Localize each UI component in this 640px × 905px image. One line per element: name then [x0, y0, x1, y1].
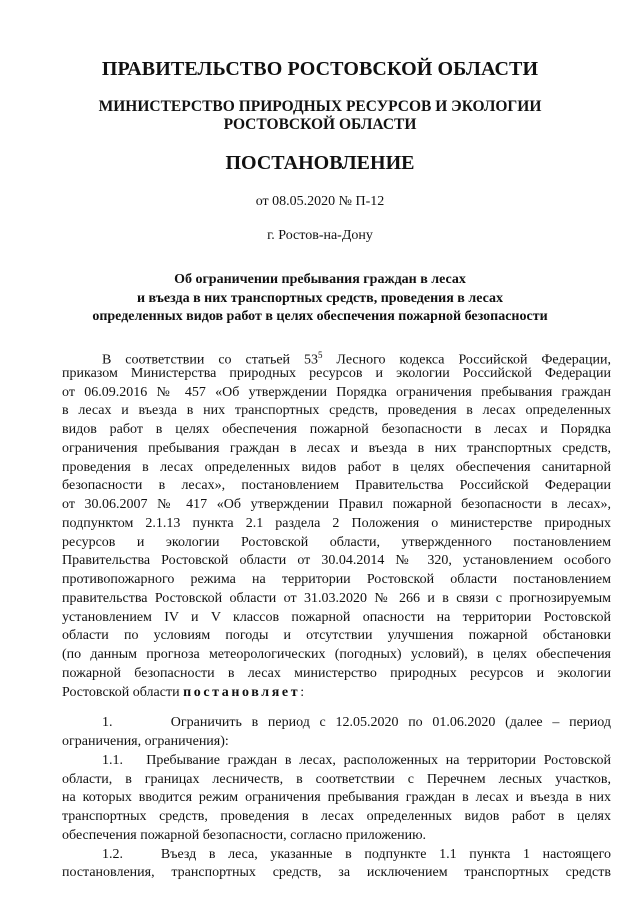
preamble-line: ресурсов и экологии Ростовской области, утвержденного постановлением — [62, 534, 611, 550]
date-number: от 08.05.2020 № П-12 — [255, 194, 385, 209]
preamble-line: пожарной безопасности в лесах министерство природных ресурсов и экологии — [62, 665, 611, 681]
preamble-line: от 30.06.2007 № 417 «Об утверждении Правил пожарной безопасности в лесах», — [62, 497, 611, 512]
resolves-word: постановляет — [183, 684, 301, 700]
item-line: области, в границах лесничеств, в соответствии с Перечнем лесных участков, — [62, 771, 611, 787]
preamble-line: Правительства Ростовской области от 30.04.2014 № 320, установлением особого — [62, 553, 611, 569]
preamble-line: противопожарного режима на территории Ростовской области постановлением — [62, 572, 611, 587]
ministry-line: МИНИСТЕРСТВО ПРИРОДНЫХ РЕСУРСОВ И ЭКОЛОГИИ — [98, 98, 542, 115]
preamble-text: Ростовской области — [62, 684, 184, 700]
preamble-line: видов работ в целях обеспечения пожарной безопасности в лесах и Порядка — [62, 422, 611, 437]
item-line: транспортных средств, проведения в лесах определенных видов работ в целях — [62, 809, 611, 824]
item-first-line: 1. Ограничить в период с 12.05.2020 по 01.06.2020 (далее – период — [102, 715, 611, 731]
item-line: постановления, транспортных средств, за исключением транспортных средств — [62, 865, 611, 881]
ministry-heading — [0, 98, 640, 134]
preamble-line: проведения в лесах определенных видов работ в целях обеспечения санитарной — [62, 459, 611, 475]
preamble-line: от 06.09.2016 № 457 «Об утверждении Порядка ограничения пребывания граждан — [62, 384, 611, 400]
title-line: определенных видов работ в целях обеспечения пожарной безопасности — [92, 309, 548, 324]
document-body — [62, 346, 611, 883]
document-title — [0, 271, 640, 327]
superscript: 5 — [317, 350, 323, 360]
city: г. Ростов-на-Дону — [267, 228, 373, 243]
preamble-last-line — [62, 684, 611, 703]
document-type: ПОСТАНОВЛЕНИЕ — [225, 152, 415, 174]
preamble-line: в лесах и въезда в них транспортных средств, проведения в лесах определенных — [62, 403, 611, 419]
item-first-line: 1.2. Въезд в леса, указанные в подпункте 1.1 пункта 1 настоящего — [102, 846, 611, 862]
preamble-line: ограничения пребывания граждан в лесах и въезда в них транспортных средств, — [62, 440, 611, 456]
ministry-line: РОСТОВСКОЙ ОБЛАСТИ — [223, 116, 417, 133]
preamble-first-line — [62, 346, 611, 368]
government-heading: ПРАВИТЕЛЬСТВО РОСТОВСКОЙ ОБЛАСТИ — [101, 58, 539, 80]
item-line: на которых вводится режим ограничения пребывания граждан в лесах и въезда в них — [62, 790, 611, 806]
title-line: Об ограничении пребывания граждан в лесах — [174, 272, 466, 287]
title-line: и въезда в них транспортных средств, проведения в лесах — [136, 290, 503, 306]
preamble-text: Лесного кодекса Российской Федерации, — [322, 352, 611, 368]
preamble-line: безопасности в лесах», постановлением Правительства Российской Федерации — [62, 478, 611, 494]
item-line: ограничения, ограничения): — [62, 734, 229, 749]
preamble-line: подпунктом 2.1.13 пункта 2.1 раздела 2 Положения о министерстве природных — [62, 515, 611, 531]
preamble-line: (по данным прогноза метеорологических (погодных) условий), в целях обеспечения — [62, 647, 611, 662]
preamble-line: приказом Министерства природных ресурсов и экологии Российской Федерации — [62, 365, 611, 381]
item-first-line: 1.1. Пребывание граждан в лесах, расположенных на территории Ростовской — [102, 752, 611, 768]
preamble-line: области по условиям погоды и отсутствии улучшения пожарной обстановки — [62, 628, 611, 644]
preamble-line: правительства Ростовской области от 31.03.2020 № 266 и в связи с прогнозируемым — [62, 590, 611, 606]
preamble-text: В соответствии со статьей 53 — [102, 352, 318, 368]
item-line: обеспечения пожарной безопасности, согласно приложению. — [62, 827, 427, 843]
preamble-text: : — [300, 684, 305, 700]
preamble-line: установлением IV и V классов пожарной опасности на территории Ростовской — [62, 609, 611, 625]
